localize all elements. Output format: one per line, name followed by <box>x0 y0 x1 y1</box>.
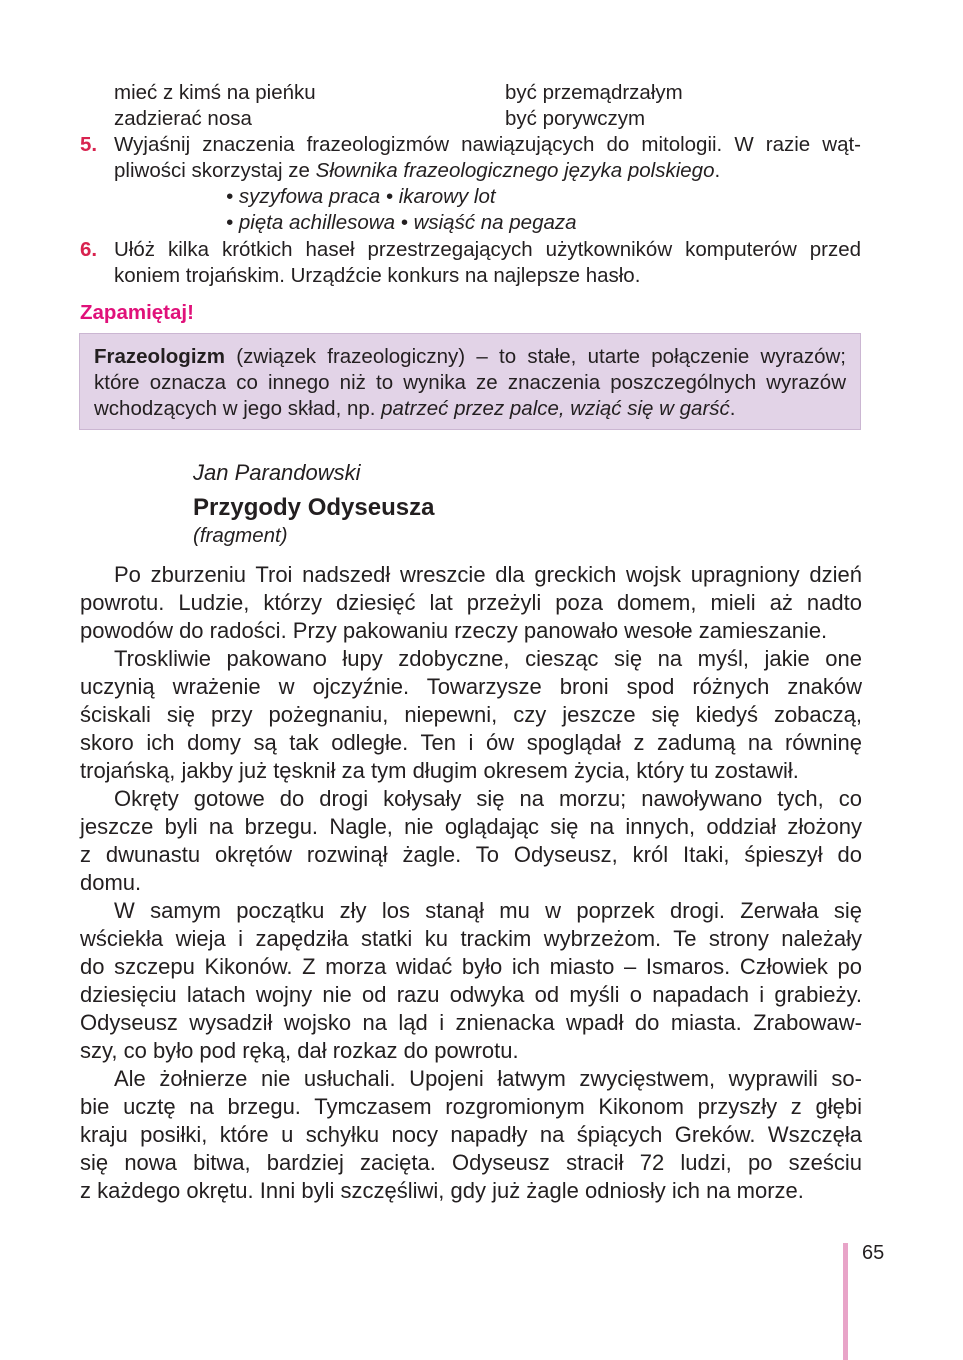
text-line: trojańską, jakby już tęsknił za tym długim okresem życia, który tu zostawił. <box>80 758 799 783</box>
text-line: wściekła wieja i zapędziła statki ku trackim wybrzeżom. Te strony należały <box>80 926 862 951</box>
page-number: 65 <box>862 1242 885 1264</box>
text-line: domu. <box>80 870 142 895</box>
task-6-number: 6. <box>80 238 98 261</box>
phrase-left-2: zadzierać nosa <box>114 107 252 130</box>
text-line: z dwunastu okrętów rozwinął żagle. To Odyseusz, król Itaki, śpieszył do <box>80 842 862 867</box>
phrase-left-1: mieć z kimś na pieńku <box>114 81 316 104</box>
text-line: z każdego okrętu. Inni byli szczęśliwi, gdy już żagle odniosły ich na morze. <box>80 1178 804 1203</box>
fragment-note: (fragment) <box>193 524 288 547</box>
phrase-right-1: być przemądrzałym <box>505 81 683 104</box>
task-5-line-2: pliwości skorzystaj ze Słownika frazeologicznego języka polskiego. <box>114 159 721 182</box>
definition-line-3: wchodzących w jego skład, np. patrzeć przez palce, wziąć się w garść. <box>94 397 736 420</box>
text-line: jeszcze byli na brzegu. Nagle, nie oglądając się na innych, oddział złożony <box>80 814 862 839</box>
text-line: powrotu. Ludzie, którzy dziesięć lat przeżyli poza domem, mieli aż nadto <box>80 590 862 615</box>
text-line: uczynią wrażenie w ojczyźnie. Towarzysze broni spod różnych znaków <box>80 674 862 699</box>
text-line: do szczepu Kikonów. Z morza widać było ich miasto – Ismaros. Człowiek po <box>80 954 862 979</box>
task-5-number: 5. <box>80 133 98 156</box>
text-line: szy, co było pod ręką, dał rozkaz do powrotu. <box>80 1038 519 1063</box>
text-line: Po zburzeniu Troi nadszedł wreszcie dla greckich wojsk upragniony dzień <box>114 562 862 587</box>
text-line: Odyseusz wysadził wojsko na ląd i znienacka wpadł do miasta. Zrabowaw- <box>80 1010 862 1035</box>
definition-line-1: Frazeologizm (związek frazeologiczny) – to stałe, utarte połączenie wyrazów; <box>94 345 846 368</box>
text-line: dziesięciu latach wojny nie od razu odwyka od myśli o napadach i grabieży. <box>80 982 862 1007</box>
task-6-line-1: Ułóż kilka krótkich haseł przestrzegających użytkowników komputerów przed <box>114 238 861 261</box>
task-6-line-2: koniem trojańskim. Urządźcie konkurs na najlepsze hasło. <box>114 264 641 287</box>
definition-line-2: które oznacza co innego niż to wynika ze znaczenia poszczególnych wyrazów <box>94 371 846 394</box>
text-line: ściskali się przy pożegnaniu, niepewni, czy jeszcze się kiedyś zobaczą, <box>80 702 862 727</box>
remember-heading: Zapamiętaj! <box>80 301 194 324</box>
definition-term: Frazeologizm <box>94 345 225 368</box>
text-line: Okręty gotowe do drogi kołysały się na morzu; nawoływano tych, co <box>114 786 862 811</box>
text-line: powodów do radości. Przy pakowaniu rzeczy panowało wesołe zamieszanie. <box>80 618 828 643</box>
idioms-line-2: • pięta achillesowa • wsiąść na pegaza <box>226 211 577 234</box>
text-line: skoro ich domy są tak odległe. Ten i ów spoglądał z zadumą na równinę <box>80 730 862 755</box>
text-line: Troskliwie pakowano łupy zdobyczne, ciesząc się na myśl, jakie one <box>114 646 862 671</box>
text-line: się nowa bitwa, bardziej zacięta. Odyseusz stracił 72 ludzi, po sześciu <box>80 1150 862 1175</box>
dictionary-title: Słownika frazeologicznego języka polskiego <box>315 159 715 182</box>
text-line: bie ucztę na brzegu. Tymczasem rozgromionym Kikonom przyszły z głębi <box>80 1094 862 1119</box>
text-line: kraju posiłki, które u schyłku nocy napadły na śpiących Greków. Wszczęła <box>80 1122 862 1147</box>
idioms-line-1: • syzyfowa praca • ikarowy lot <box>226 185 496 208</box>
page-margin-bar <box>843 1243 848 1360</box>
task-5-line-1: Wyjaśnij znaczenia frazeologizmów nawiązujących do mitologii. W razie wąt- <box>114 133 861 156</box>
definition-box <box>79 333 861 430</box>
text-line: Ale żołnierze nie usłuchali. Upojeni łatwym zwycięstwem, wyprawili so- <box>114 1066 862 1091</box>
reading-title: Przygody Odyseusza <box>193 494 435 521</box>
text-line: W samym początku zły los stanął mu w poprzek drogi. Zerwała się <box>114 898 862 923</box>
phrase-right-2: być porywczym <box>505 107 646 130</box>
author: Jan Parandowski <box>193 460 361 485</box>
